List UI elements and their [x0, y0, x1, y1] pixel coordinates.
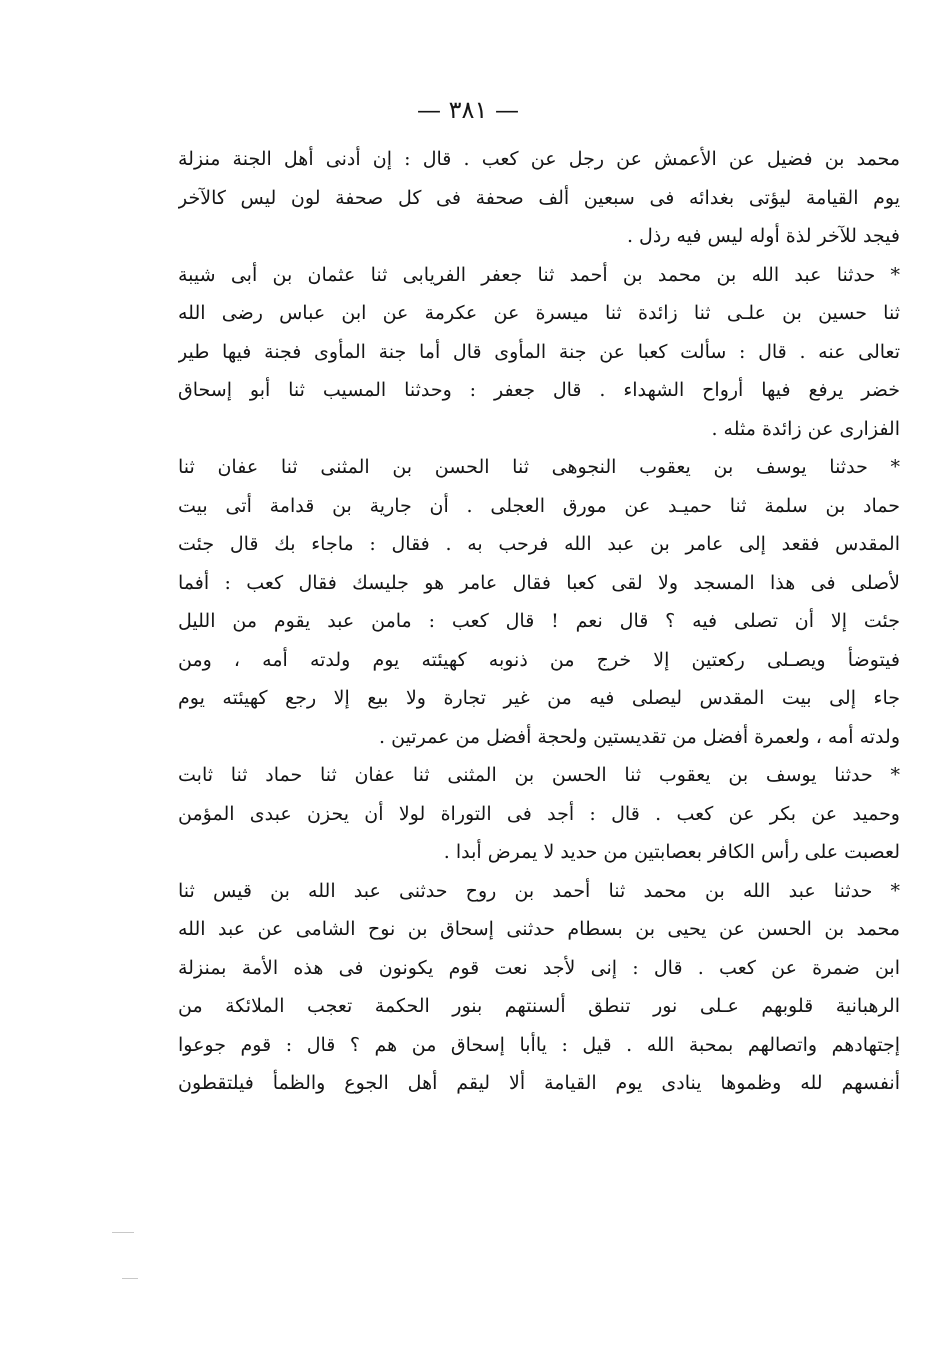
text-line: حماد بن سلمة ثنا حميـد عن مورق العجلى . أن جارية بن قدامة أتى بيت	[178, 494, 900, 517]
paragraph-3	[178, 448, 900, 756]
text-line: خضر يرفع فيها أرواح الشهداء . قال جعفر : وحدثنا المسيب ثنا أبو إسحاق	[178, 379, 900, 401]
text-line: الفزارى عن زائدة مثله .	[711, 417, 900, 440]
text-line: محمد بن فضيل عن الأعمش عن رجل عن كعب . قال : إن أدنى أهل الجنة منزلة	[178, 148, 900, 170]
text-line: لأصلى فى هذا المسجد ولا لقى كعبا فقال عامر هو جليسك فقال كعب : أفما	[178, 571, 900, 594]
text-line: ولدته أمه ، ولعمرة أفضل من تقديستين ولحجة أفضل من عمرتين .	[379, 725, 900, 748]
page-text-body	[178, 140, 900, 1103]
text-line: * حدثنا يوسف بن يعقوب النجوهى ثنا الحسن بن المثنى ثنا عفان ثنا	[178, 456, 900, 478]
text-line: يوم القيامة ليؤتى بغدائه فى سبعين ألف صحفة فى كل صحفة لون ليس كالآخر	[178, 186, 900, 209]
text-line: محمد بن الحسن عن يحيى بن بسطام حدثنى إسحاق بن نوح الشامى عن عبد الله	[178, 918, 900, 940]
text-line: * حدثنا يوسف بن يعقوب ثنا الحسن بن المثنى ثنا عفان ثنا حماد ثنا ثابت	[178, 764, 900, 786]
paragraph-5	[178, 872, 900, 1103]
margin-scan-mark	[122, 1278, 138, 1279]
text-line: جاء إلى بيت المقدس ليصلى فيه من غير تجارة ولا بيع إلا رجع كهيئته يوم	[178, 687, 900, 709]
paragraph-1	[178, 140, 900, 256]
text-line: فيجد للآخر لذة أوله ليس فيه رذل .	[626, 225, 900, 247]
text-line: وحميد عن بكر عن كعب . قال : أجد فى التوراة لولا أن يحزن عبدى المؤمن	[178, 802, 900, 825]
text-line: أنفسهم لله وظموها ينادى يوم القيامة ألا ليقم أهل الجوع والظمأ فيلتقطون	[178, 1072, 900, 1094]
text-line: إجتهادهم واتصالهم بمحبة الله . قيل : ياأبا إسحاق من هم ؟ قال : قوم جوعوا	[178, 1033, 900, 1056]
margin-scan-mark	[112, 1232, 134, 1233]
paragraph-4	[178, 756, 900, 872]
paragraph-2	[178, 256, 900, 449]
text-line: جئت إلا أن تصلى فيه ؟ قال نعم ! قال كعب : مامن عبد يقوم من الليل	[178, 610, 900, 632]
text-line: تعالى عنه . قال : سألت كعبا عن جنة المأوى قال أما جنة المأوى فجنة فيها طير	[178, 340, 900, 363]
text-line: ثنا حسين بن علـى ثنا زائدة ثنا ميسرة عن عكرمة عن ابن عباس رضى الله	[178, 302, 900, 324]
text-line: لعصبت على رأس الكافر بعصابتين من حديد لا يمرض أبدا .	[443, 841, 900, 863]
text-line: * حدثنا عبد الله بن محمد بن أحمد ثنا جعفر الفريابى ثنا عثمان بن أبى شيبة	[178, 263, 900, 286]
text-line: ابن ضمرة عن كعب . قال : إنى لأجد نعت قوم يكونون فى هذه الأمة بمنزلة	[178, 956, 900, 979]
text-line: * حدثنا عبد الله بن محمد ثنا أحمد بن روح حدثنى عبد الله بن قيس ثنا	[178, 879, 900, 902]
text-line: فيتوضأ ويصـلى ركعتين إلا خرج من ذنوبه كهيئته يوم ولدته أمه ، ومن	[178, 648, 900, 671]
text-line: الرهبانية قلوبهم عـلى نور تنطق ألسنتهم بنور الحكمة تعجب الملائكة من	[178, 995, 900, 1017]
page-number: — ٣٨١ —	[417, 96, 519, 124]
text-line: المقدس فقعد إلى عامر بن عبد الله فرحب به . فقال : ماجاء بك قال جئت	[178, 533, 900, 555]
